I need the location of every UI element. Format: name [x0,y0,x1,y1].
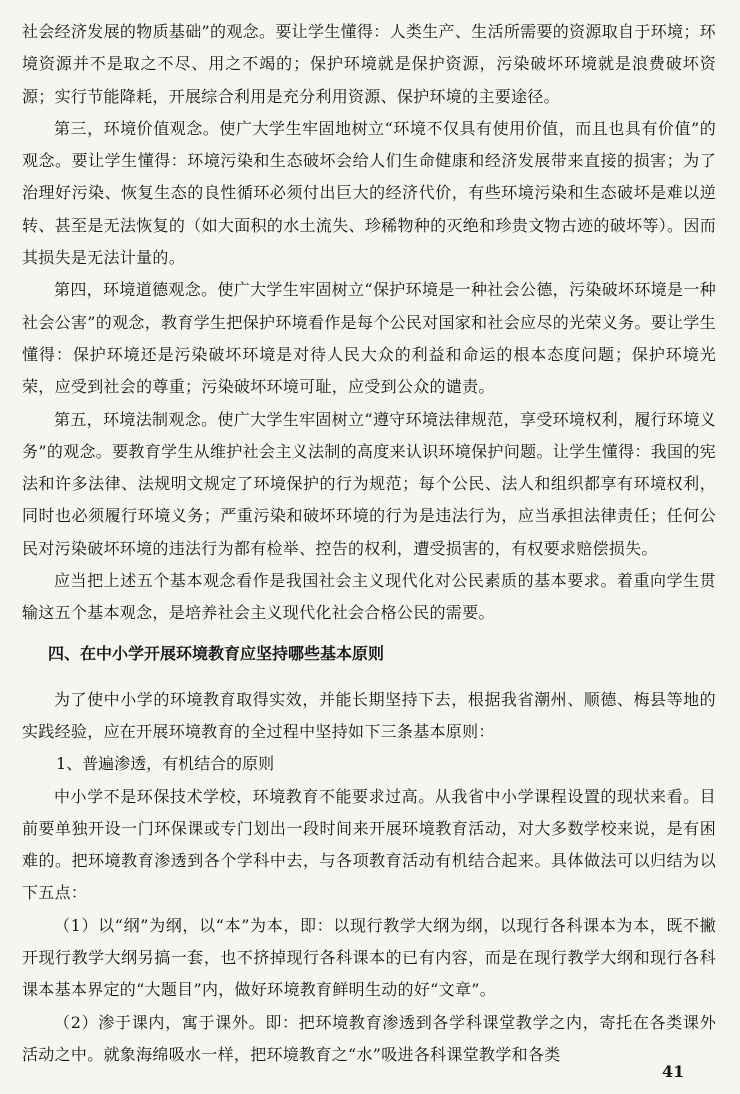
point-2: （2）渗于课内，寓于课外。即：把环境教育渗透到各学科课堂教学之内，寄托在各类课外活动之中。就象海绵吸水一样，把环境教育之“水”吸进各科课堂教学和各类 [22,1012,716,1064]
page-number: 41 [662,1062,685,1081]
paragraph-legal-concept: 第五，环境法制观念。使广大学生牢固树立“遵守环境法律规范，享受环境权利，履行环境义务”的观念。要教育学生从维护社会主义法制的高度来认识环境保护问题。让学生懂得：我国的宪法和许多法律、法规明文规定了环境保护的行为规范；每个公民、法人和组织都享有环境权利，同时也必须履行环境义务；严重污染和破坏环境的行为是违法行为，应当承担法律责任；任何公民对污染破坏环境的违法行为都有检举、控告的权利，遭受损害的，有权要求赔偿损失。 [22,409,716,558]
principle-1-body: 中小学不是环保技术学校，环境教育不能要求过高。从我省中小学课程设置的现状来看。目前要单独开设一门环保课或专门划出一段时间来开展环境教育活动，对大多数学校来说，是有困难的。把环境教育渗透到各个学科中去，与各项教育活动有机结合起来。具体做法可以归结为以下五点： [22,786,716,903]
point-1: （1）以“纲”为纲，以“本”为本，即：以现行教学大纲为纲，以现行各科课本为本，既不撇开现行教学大纲另搞一套，也不挤掉现行各科课本的已有内容，而是在现行教学大纲和现行各科课本基本界定的“大题目”内，做好环境教育鲜明生动的好“文章”。 [22,915,716,1000]
paragraph-resource-concept-end: 社会经济发展的物质基础”的观念。要让学生懂得：人类生产、生活所需要的资源取自于环境；环境资源并不是取之不尽、用之不竭的；保护环境就是保护资源，污染破坏环境就是浪费破坏资源；实行节能降耗，开展综合利用是充分利用资源、保护环境的主要途径。 [22,22,716,106]
section-intro: 为了使中小学的环境教育取得实效，并能长期坚持下去，根据我省潮州、顺德、梅县等地的实践经验，应在开展环境教育的全过程中坚持如下三条基本原则： [22,689,716,741]
section-heading: 四、在中小学开展环境教育应坚持哪些基本原则 [48,643,385,663]
paragraph-value-concept: 第三，环境价值观念。使广大学生牢固地树立“环境不仅具有使用价值，而且也具有价值”的观念。要让学生懂得：环境污染和生态破坏会给人们生命健康和经济发展带来直接的损害；为了治理好污染、恢复生态的良性循环必须付出巨大的经济代价，有些环境污染和生态破坏是难以逆转、甚至是无法恢复的（如大面积的水土流失、珍稀物种的灭绝和珍贵文物古迹的破坏等）。因而其损失是无法计量的。 [22,118,716,268]
paragraph-summary: 应当把上述五个基本观念看作是我国社会主义现代化对公民素质的基本要求。着重向学生贯输这五个基本观念，是培养社会主义现代化社会合格公民的需要。 [22,571,716,623]
paragraph-ethics-concept: 第四，环境道德观念。使广大学生牢固树立“保护环境是一种社会公德，污染破坏环境是一种社会公害”的观念，教育学生把保护环境看作是每个公民对国家和社会应尽的光荣义务。要让学生懂得：保护环境还是污染破坏环境是对待人民大众的利益和命运的根本态度问题；保护环境光荣，应受到社会的尊重；污染破坏环境可耻，应受到公众的谴责。 [22,280,716,397]
principle-1-title: 1、普遍渗透，有机结合的原则 [56,754,275,774]
